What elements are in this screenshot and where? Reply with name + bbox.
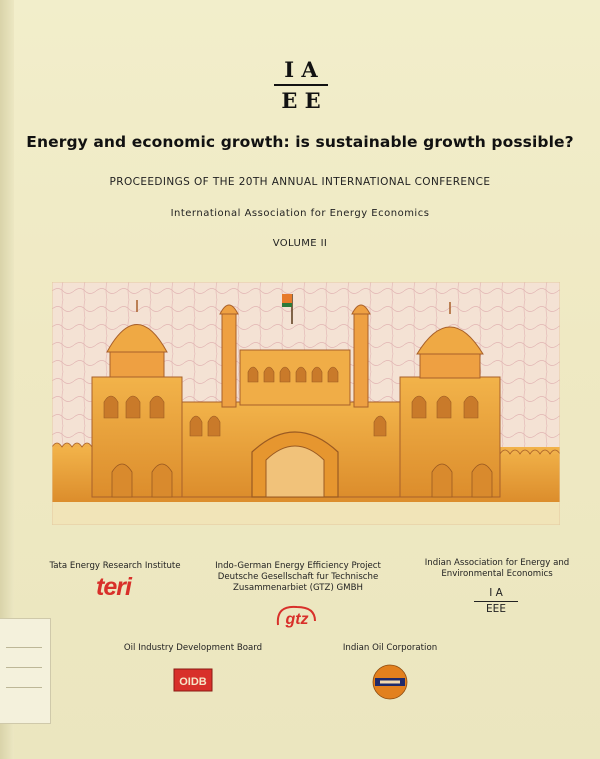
teri-logo: teri <box>96 573 131 601</box>
sticker-line <box>6 687 42 688</box>
sponsor-oidb <box>108 643 278 654</box>
iaeee-logo <box>474 587 518 616</box>
proceedings-subtitle: PROCEEDINGS OF THE 20TH ANNUAL INTERNATIONAL CONFERENCE <box>109 176 491 188</box>
oidb-logo <box>173 668 213 692</box>
sponsor-ioc <box>320 643 460 654</box>
sponsor-gtz-line2: Deutsche Gesellschaft fur Technische <box>217 572 379 582</box>
sponsor-gtz-line3: Zusammenarbiet (GTZ) GMBH <box>233 583 363 593</box>
iaee-logo-top-letters: I A <box>284 57 318 82</box>
sticker-line <box>6 667 42 668</box>
sponsor-gtz <box>203 561 393 594</box>
iaeee-logo-rule <box>474 601 518 602</box>
oidb-logo-text: OIDB <box>179 676 207 688</box>
indian-oil-logo <box>372 664 408 700</box>
red-fort-painting <box>52 282 560 525</box>
sponsor-gtz-line1: Indo-German Energy Efficiency Project <box>215 561 381 571</box>
iaee-logo-rule <box>274 84 328 86</box>
sticker-line <box>6 647 42 648</box>
association-name: International Association for Energy Economics <box>170 208 430 219</box>
gtz-logo-text: gtz <box>285 611 309 628</box>
sponsor-iaeee-line2: Environmental Economics <box>441 569 553 579</box>
sponsor-teri <box>40 561 190 572</box>
library-sticker <box>0 618 51 724</box>
sponsor-oidb-name: Oil Industry Development Board <box>123 643 263 653</box>
iaee-logo <box>274 58 328 113</box>
iaeee-logo-bottom: EEE <box>486 603 506 615</box>
sponsor-teri-name: Tata Energy Research Institute <box>49 561 181 571</box>
sponsor-ioc-name: Indian Oil Corporation <box>342 643 438 653</box>
gtz-logo <box>275 601 319 629</box>
book-title: Energy and economic growth: is sustainable growth possible? <box>26 133 574 151</box>
iaeee-logo-top: I A <box>489 587 503 599</box>
iaee-logo-bottom-letters: E E <box>281 88 321 113</box>
sponsor-iaeee <box>404 558 590 580</box>
volume-label: VOLUME II <box>272 238 328 249</box>
sponsor-iaeee-line1: Indian Association for Energy and <box>424 558 570 568</box>
